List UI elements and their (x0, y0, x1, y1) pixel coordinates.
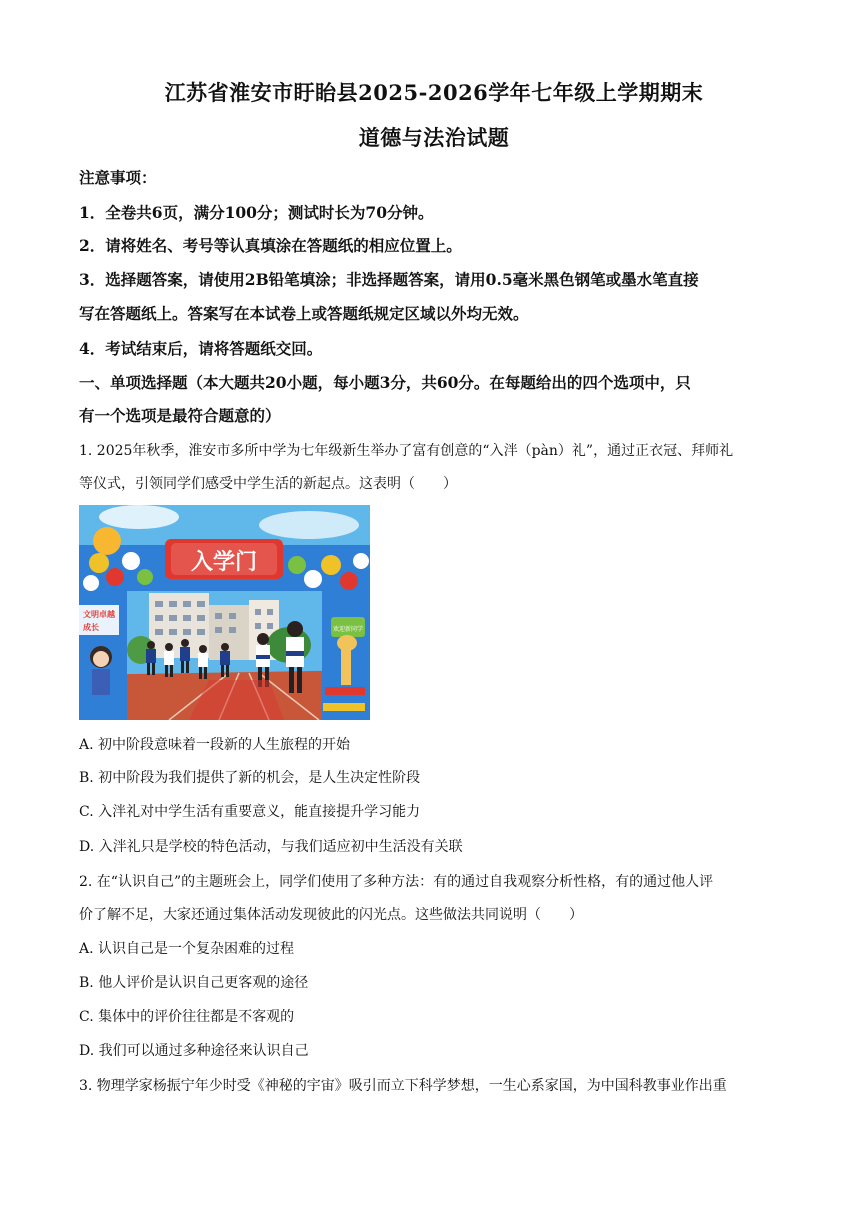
section-heading-cont: 有一个选项是最符合题意的） (79, 406, 281, 425)
exam-subtitle: 道德与法治试题 (358, 125, 510, 150)
question-2-option-c[interactable]: C. 集体中的评价往往都是不客观的 (79, 1009, 295, 1025)
question-2-option-a[interactable]: A. 认识自己是一个复杂困难的过程 (79, 941, 295, 957)
notice-item-3-cont: 写在答题纸上。答案写在本试卷上或答题纸规定区域以外均无效。 (79, 304, 529, 323)
question-2-option-d[interactable]: D. 我们可以通过多种途径来认识自己 (79, 1043, 309, 1059)
question-1-stem: 1. 2025年秋季，淮安市多所中学为七年级新生举办了富有创意的“入泮（pàn）礼”，通过正衣冠、拜师礼 (79, 443, 734, 459)
exam-title: 江苏省淮安市盱眙县2025-2026学年七年级上学期期末 (164, 80, 704, 105)
question-2-stem-cont: 价了解不足，大家还通过集体活动发现彼此的闪光点。这些做法共同说明（ ） (79, 907, 583, 923)
section-heading: 一、单项选择题（本大题共20小题，每小题3分，共60分。在每题给出的四个选项中，只 (79, 373, 691, 392)
question-1-option-d[interactable]: D. 入泮礼只是学校的特色活动，与我们适应初中生活没有关联 (79, 839, 463, 855)
question-1-option-b[interactable]: B. 初中阶段为我们提供了新的机会，是人生决定性阶段 (79, 770, 421, 786)
left-banner-subtext: 成长 (83, 623, 99, 632)
arch-banner-text: 入学门 (190, 550, 258, 575)
notice-item-1: 1．全卷共6页，满分100分；测试时长为70分钟。 (79, 203, 434, 222)
left-banner-text: 文明卓越 (83, 610, 115, 619)
question-1-photo (79, 505, 370, 720)
notice-item-2: 2．请将姓名、考号等认真填涂在答题纸的相应位置上。 (79, 236, 462, 255)
question-1-stem-cont: 等仪式，引领同学们感受中学生活的新起点。这表明（ ） (79, 476, 457, 492)
notice-item-4: 4．考试结束后，请将答题纸交回。 (79, 339, 323, 358)
question-3-stem: 3. 物理学家杨振宁年少时受《神秘的宇宙》吸引而立下科学梦想，一生心系家国，为中国科教事业作出重 (79, 1078, 727, 1094)
notice-heading: 注意事项： (79, 168, 157, 187)
notice-item-3: 3．选择题答案，请使用2B铅笔填涂；非选择题答案，请用0.5毫米黑色钢笔或墨水笔直接 (79, 270, 699, 289)
question-1-option-a[interactable]: A. 初中阶段意味着一段新的人生旅程的开始 (79, 737, 351, 753)
question-1-option-c[interactable]: C. 入泮礼对中学生活有重要意义，能直接提升学习能力 (79, 804, 421, 820)
question-2-stem: 2. 在“认识自己”的主题班会上，同学们使用了多种方法：有的通过自我观察分析性格，有的通过他人评 (79, 874, 714, 890)
right-banner-text: 欢迎新同学 (332, 626, 364, 633)
question-2-option-b[interactable]: B. 他人评价是认识自己更客观的途径 (79, 975, 309, 991)
